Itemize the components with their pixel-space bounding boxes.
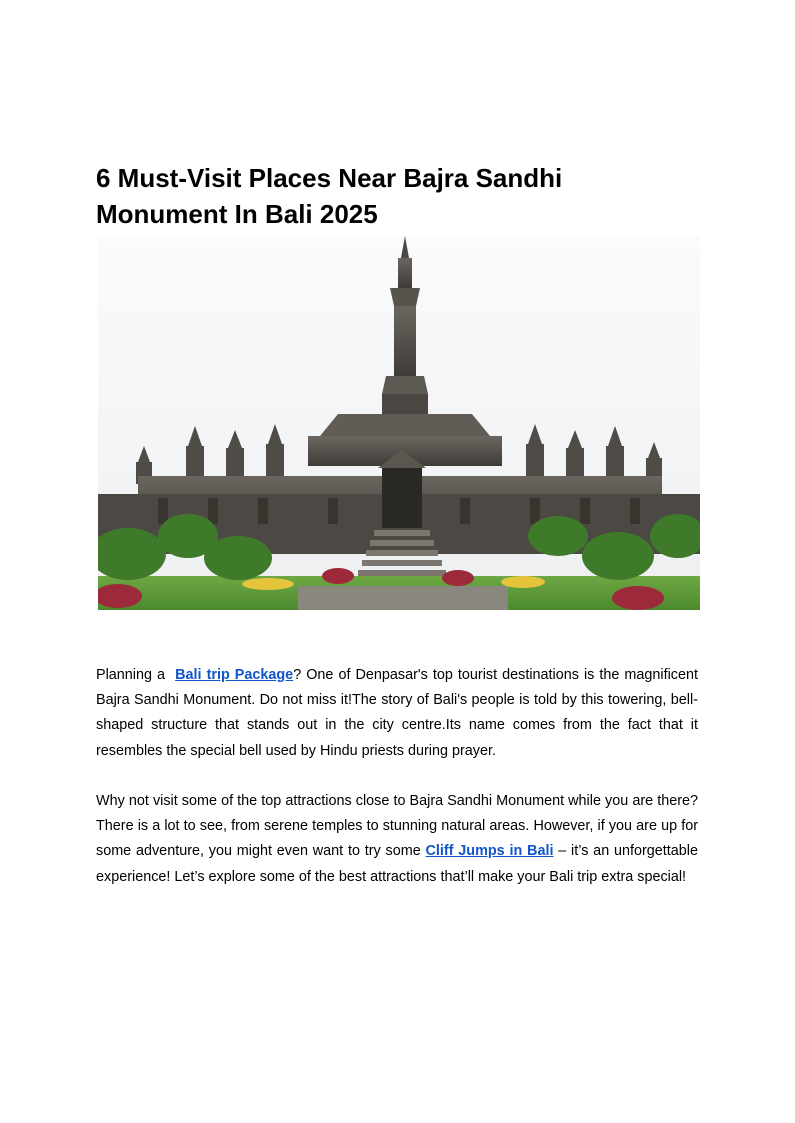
paragraph2-lead-text: Why not visit some of the top attractions close to Bajra Sandhi Monument while you are there? There is a lot to see, from serene temples to stunning natural areas. However, if you are up for some adventure, you might even want to try some [96, 793, 698, 860]
cliff-jumps-link[interactable]: Cliff Jumps in Bali [425, 843, 554, 860]
monument-photo [98, 236, 700, 610]
paragraph1-lead-text: Planning a [96, 667, 171, 683]
article-title: 6 Must-Visit Places Near Bajra Sandhi Monument In Bali 2025 [96, 163, 563, 229]
bali-trip-package-link[interactable]: Bali trip Package [175, 667, 294, 683]
attractions-paragraph [96, 789, 698, 890]
paragraph1-body-text: ? One of Denpasar's top tourist destinations is the magnificent Bajra Sandhi Monument. Do not miss it!The story of Bali's people is told by this towering, bell-shaped structure that stands out in the city centre.Its name comes from the fact that it resembles the special bell used by Hindu priests during prayer. [96, 667, 699, 759]
intro-paragraph [96, 663, 698, 764]
paragraph2-body-text: – it’s an unforgettable experience! Let’s explore some of the best attractions that’ll make your Bali trip extra special! [96, 843, 698, 885]
